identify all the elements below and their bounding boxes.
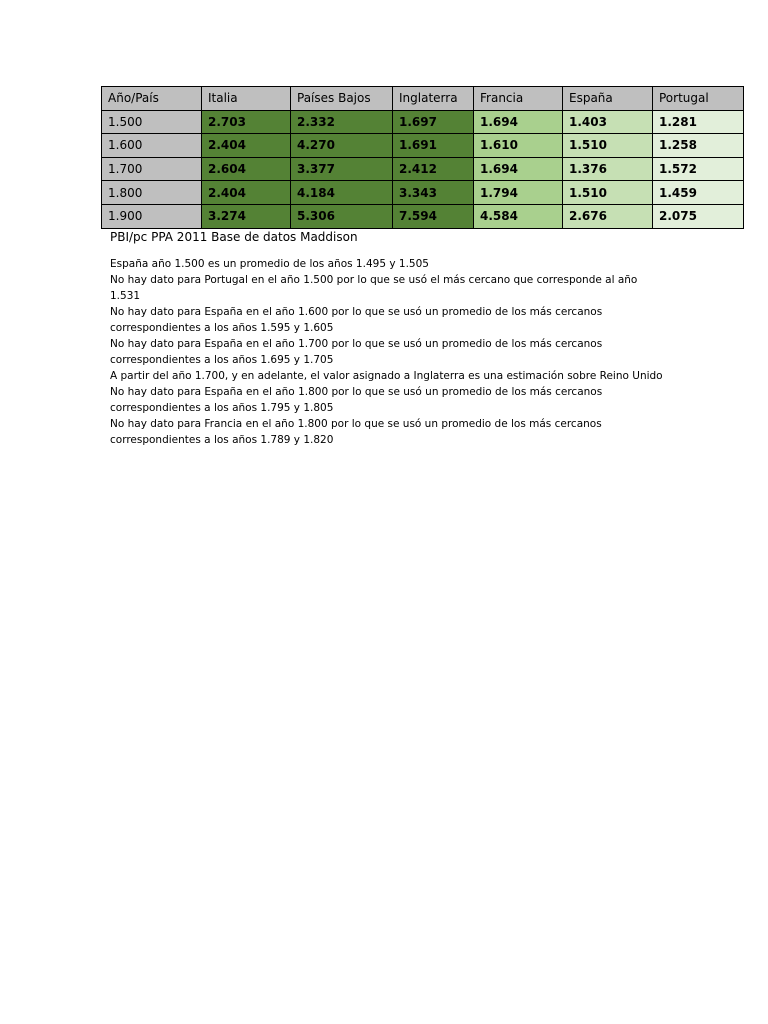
value-cell-paises-bajos: 5.306: [291, 204, 393, 228]
year-cell: 1.800: [102, 181, 202, 205]
note-item: A partir del año 1.700, y en adelante, el valor asignado a Inglaterra es una estimación sobre Reino Unido: [110, 370, 663, 382]
value-cell-espana: 2.676: [563, 204, 653, 228]
year-cell: 1.500: [102, 110, 202, 134]
table-caption: PBI/pc PPA 2011 Base de datos Maddison: [110, 230, 358, 244]
value-cell-paises-bajos: 3.377: [291, 157, 393, 181]
value-cell-inglaterra: 1.691: [393, 134, 474, 158]
value-cell-italia: 2.703: [202, 110, 291, 134]
header-portugal: Portugal: [653, 87, 744, 111]
table-row: [102, 204, 744, 228]
value-cell-francia: 1.794: [474, 181, 563, 205]
table-row: [102, 157, 744, 181]
year-cell: 1.600: [102, 134, 202, 158]
value-cell-italia: 2.404: [202, 134, 291, 158]
value-cell-paises-bajos: 4.184: [291, 181, 393, 205]
note-item: No hay dato para Francia en el año 1.800 por lo que se usó un promedio de los más cercanos correspondientes a los años 1.789 y 1.820: [110, 418, 602, 446]
table-row: [102, 110, 744, 134]
value-cell-inglaterra: 3.343: [393, 181, 474, 205]
header-italia: Italia: [202, 87, 291, 111]
header-inglaterra: Inglaterra: [393, 87, 474, 111]
note-item: No hay dato para España en el año 1.800 por lo que se usó un promedio de los más cercanos correspondientes a los años 1.795 y 1.805: [110, 386, 603, 414]
value-cell-paises-bajos: 2.332: [291, 110, 393, 134]
table-row: [102, 181, 744, 205]
year-cell: 1.700: [102, 157, 202, 181]
header-paises-bajos: Países Bajos: [291, 87, 393, 111]
header-year-country: Año/País: [102, 87, 202, 111]
value-cell-italia: 2.404: [202, 181, 291, 205]
value-cell-portugal: 2.075: [653, 204, 744, 228]
gdp-per-capita-table: [101, 86, 744, 229]
note-item: No hay dato para España en el año 1.700 por lo que se usó un promedio de los más cercanos correspondientes a los años 1.695 y 1.705: [110, 338, 603, 366]
value-cell-espana: 1.510: [563, 134, 653, 158]
value-cell-inglaterra: 7.594: [393, 204, 474, 228]
value-cell-francia: 1.610: [474, 134, 563, 158]
value-cell-portugal: 1.281: [653, 110, 744, 134]
year-cell: 1.900: [102, 204, 202, 228]
value-cell-paises-bajos: 4.270: [291, 134, 393, 158]
value-cell-inglaterra: 1.697: [393, 110, 474, 134]
note-item: No hay dato para Portugal en el año 1.500 por lo que se usó el más cercano que corresponde al año 1.531: [110, 274, 638, 302]
value-cell-portugal: 1.572: [653, 157, 744, 181]
value-cell-francia: 4.584: [474, 204, 563, 228]
value-cell-espana: 1.376: [563, 157, 653, 181]
header-espana: España: [563, 87, 653, 111]
value-cell-francia: 1.694: [474, 157, 563, 181]
note-item: No hay dato para España en el año 1.600 por lo que se usó un promedio de los más cercanos correspondientes a los años 1.595 y 1.605: [110, 306, 603, 334]
value-cell-inglaterra: 2.412: [393, 157, 474, 181]
value-cell-espana: 1.510: [563, 181, 653, 205]
note-item: España año 1.500 es un promedio de los años 1.495 y 1.505: [110, 258, 429, 270]
value-cell-espana: 1.403: [563, 110, 653, 134]
value-cell-italia: 2.604: [202, 157, 291, 181]
value-cell-francia: 1.694: [474, 110, 563, 134]
table-row: [102, 134, 744, 158]
table-header-row: [102, 87, 744, 111]
notes-list: [110, 256, 670, 448]
header-francia: Francia: [474, 87, 563, 111]
value-cell-portugal: 1.258: [653, 134, 744, 158]
value-cell-italia: 3.274: [202, 204, 291, 228]
value-cell-portugal: 1.459: [653, 181, 744, 205]
